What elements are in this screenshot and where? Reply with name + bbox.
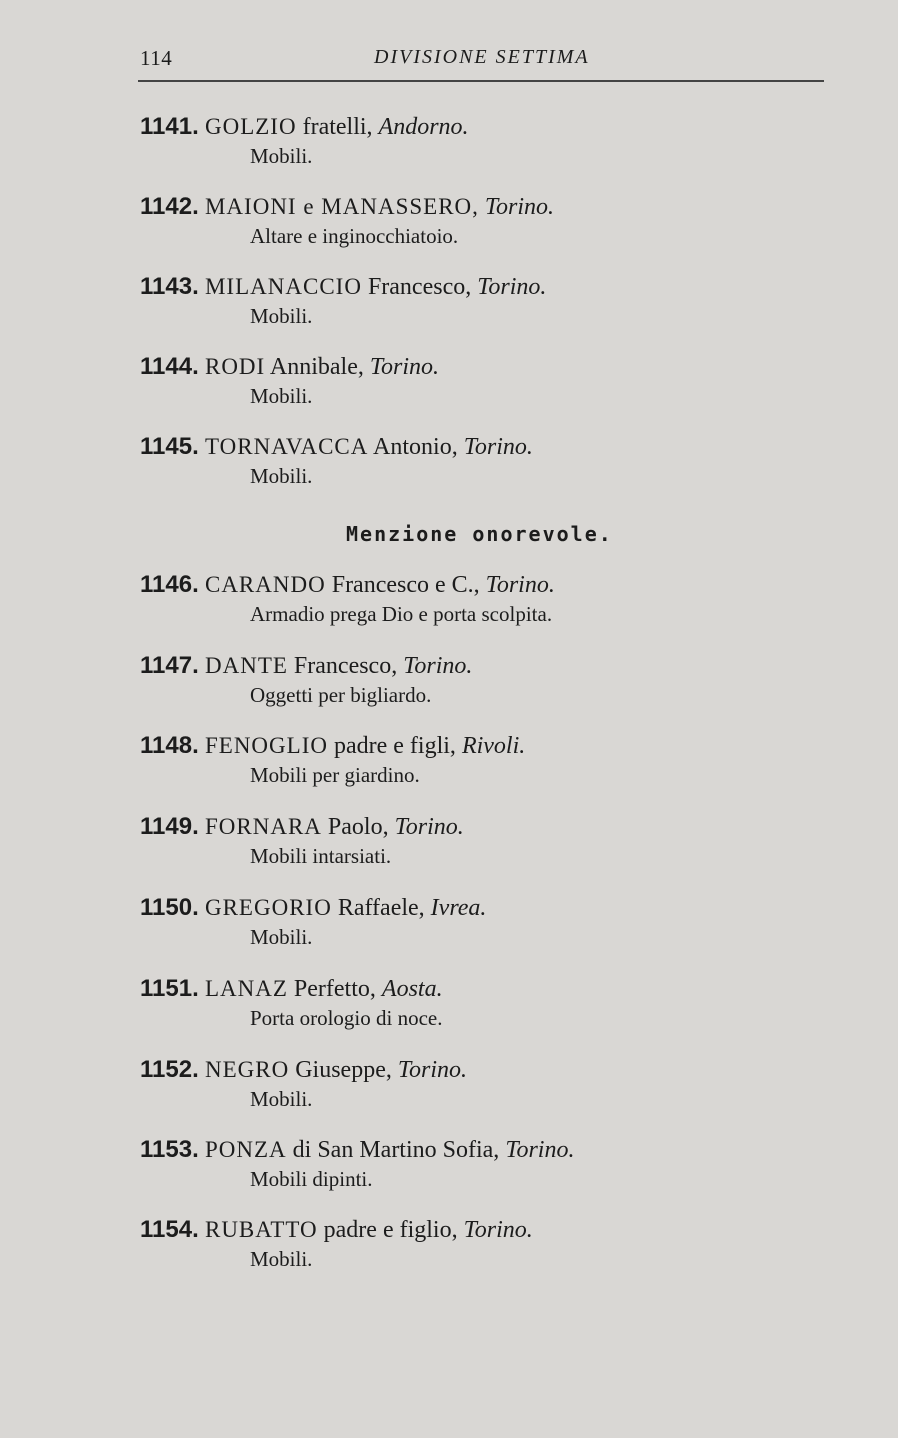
exhibitor-detail: Annibale, — [265, 354, 370, 380]
entry-number: 1149. — [140, 813, 199, 840]
exhibitor-place: Torino. — [463, 1217, 533, 1243]
running-title: DIVISIONE SETTIMA — [374, 46, 590, 68]
entry-description: Mobili. — [250, 384, 313, 408]
exhibitor-name: PONZA — [204, 1137, 287, 1162]
exhibitor-detail: Paolo, — [321, 814, 395, 840]
entry-description: Mobili dipinti. — [250, 1167, 373, 1191]
exhibitor-name: GOLZIO — [204, 114, 297, 139]
list-item — [140, 731, 840, 789]
list-item — [140, 1135, 840, 1193]
entry-number: 1142. — [140, 193, 199, 220]
exhibitor-detail: padre e figli, — [327, 733, 462, 759]
list-item — [140, 352, 840, 410]
exhibitor-detail: Raffaele, — [331, 895, 431, 921]
exhibitor-detail: Giuseppe, — [289, 1057, 398, 1083]
exhibitor-name: RUBATTO — [204, 1217, 318, 1242]
entry-number: 1152. — [140, 1056, 199, 1083]
exhibitor-name: GREGORIO — [204, 895, 332, 920]
entry-number: 1148. — [140, 732, 199, 759]
entry-number: 1151. — [140, 975, 199, 1002]
entry-description: Mobili. — [250, 1087, 313, 1111]
entry-description: Mobili. — [250, 144, 313, 168]
entry-number: 1141. — [140, 113, 199, 140]
list-item — [140, 570, 840, 628]
exhibitor-detail: Francesco e C., — [325, 572, 486, 598]
exhibitor-place: Rivoli. — [461, 733, 526, 759]
exhibitor-place: Torino. — [477, 274, 547, 300]
exhibitor-detail: Perfetto, — [287, 976, 382, 1002]
exhibitor-place: Torino. — [369, 354, 440, 380]
entry-number: 1153. — [140, 1136, 199, 1163]
entry-number: 1154. — [140, 1216, 199, 1243]
section-title: Menzione onorevole. — [346, 522, 613, 546]
exhibitor-name: RODI — [204, 354, 266, 379]
list-item — [140, 272, 840, 330]
exhibitor-place: Torino. — [505, 1137, 575, 1163]
list-item — [140, 812, 840, 870]
exhibitor-name: FORNARA — [204, 814, 322, 839]
list-item — [140, 974, 840, 1032]
entry-description: Mobili intarsiati. — [250, 844, 392, 868]
exhibitor-place: Torino. — [397, 1057, 468, 1083]
page-number: 114 — [140, 46, 173, 70]
page-header — [138, 42, 824, 82]
entry-description: Mobili per giardino. — [250, 763, 420, 787]
exhibitor-detail: padre e figlio, — [317, 1217, 464, 1243]
exhibitor-detail: di San Martino Sofia, — [286, 1137, 506, 1163]
entry-description: Porta orologio di noce. — [250, 1006, 443, 1030]
exhibitor-place: Torino. — [403, 653, 473, 679]
entry-description: Mobili. — [250, 1247, 313, 1271]
entry-number: 1147. — [140, 652, 199, 679]
entry-description: Mobili. — [250, 464, 313, 488]
exhibitor-name: NEGRO — [204, 1057, 290, 1082]
exhibitor-detail: Francesco, — [287, 653, 404, 679]
list-item — [140, 112, 840, 170]
exhibitor-name: FENOGLIO — [204, 733, 328, 758]
list-item — [140, 432, 840, 490]
exhibitor-place: Torino. — [394, 814, 464, 840]
list-item — [140, 893, 840, 951]
exhibitor-place: Torino. — [484, 194, 555, 220]
list-item — [140, 1055, 840, 1113]
entry-description: Mobili. — [250, 925, 313, 949]
entry-description: Armadio prega Dio e porta scolpita. — [250, 602, 553, 626]
list-item — [140, 1215, 840, 1273]
header-rule — [138, 80, 824, 82]
entry-number: 1145. — [140, 433, 199, 460]
list-item — [140, 192, 840, 250]
entry-description: Altare e inginocchiatoio. — [250, 224, 459, 248]
entry-description: Oggetti per bigliardo. — [250, 683, 432, 707]
exhibitor-place: Andorno. — [378, 114, 469, 140]
exhibitor-place: Torino. — [463, 434, 533, 460]
entry-description: Mobili. — [250, 304, 313, 328]
exhibitor-name: TORNAVACCA — [204, 434, 369, 459]
exhibitor-name: MILANACCIO — [204, 274, 362, 299]
exhibitor-detail: Francesco, — [361, 274, 478, 300]
exhibitor-detail: fratelli, — [296, 114, 379, 140]
exhibitor-place: Torino. — [485, 572, 555, 598]
exhibitor-name: LANAZ — [204, 976, 288, 1001]
exhibitor-detail: Antonio, — [368, 434, 464, 460]
entry-number: 1143. — [140, 273, 199, 300]
entry-number: 1144. — [140, 353, 199, 380]
entry-number: 1150. — [140, 894, 199, 921]
exhibitor-place: Ivrea. — [430, 895, 487, 921]
exhibitor-place: Aosta. — [381, 976, 443, 1002]
exhibitor-name: DANTE — [204, 653, 288, 678]
list-item — [140, 651, 840, 709]
exhibitor-name: CARANDO — [204, 572, 326, 597]
exhibitor-name: MAIONI e MANASSERO, — [204, 194, 479, 219]
entry-number: 1146. — [140, 571, 199, 598]
